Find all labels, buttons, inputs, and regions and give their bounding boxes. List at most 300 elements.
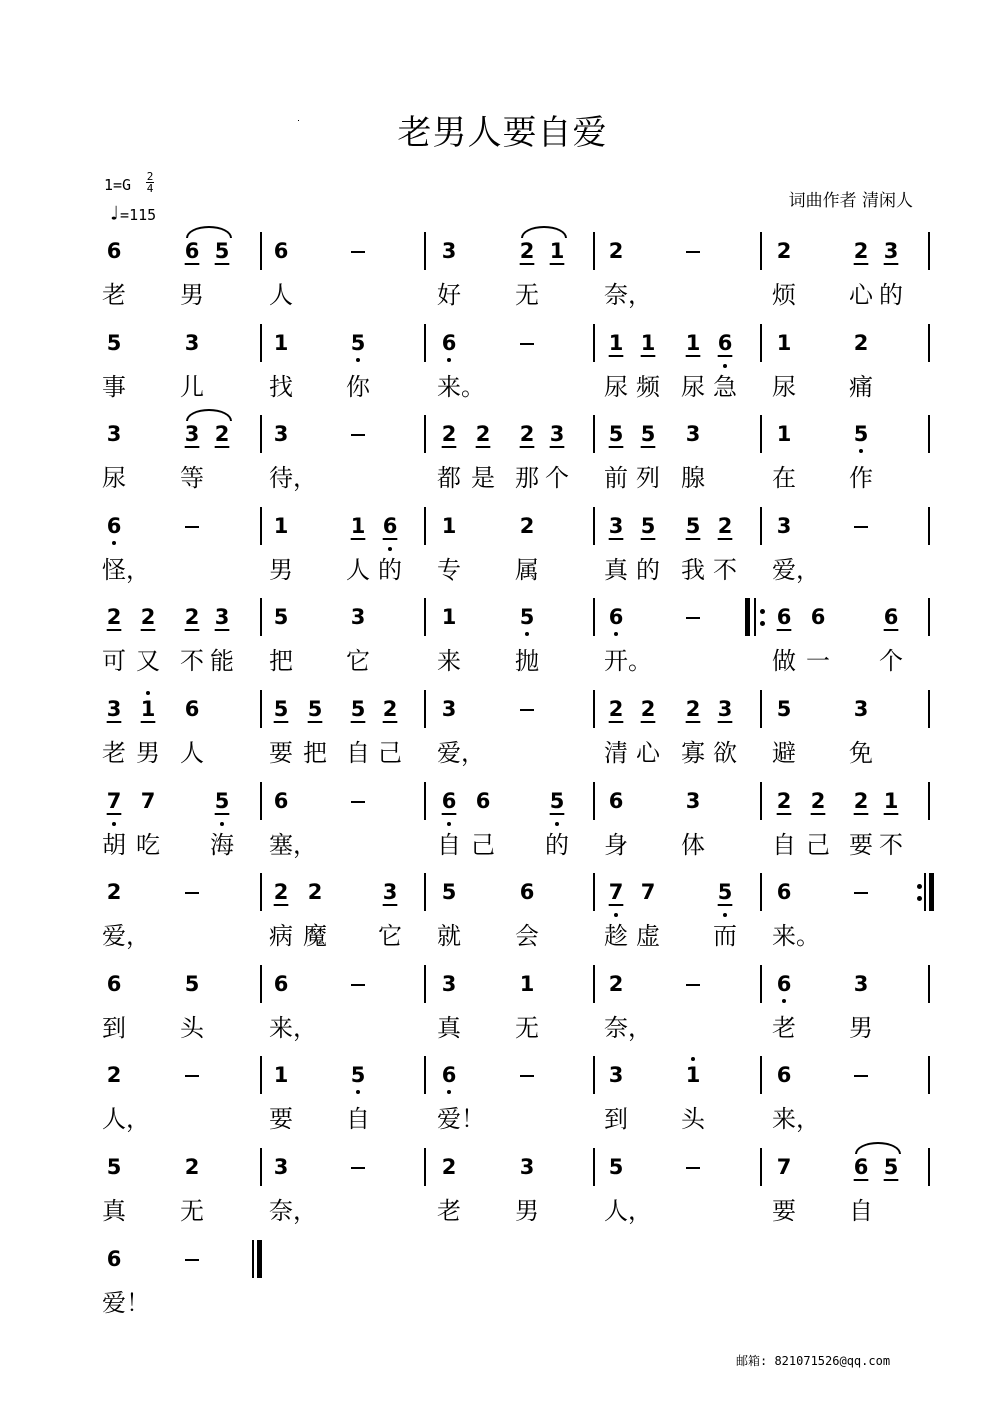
lyric-syllable: 爱！ [102, 1288, 150, 1317]
lyric-syllable: 己 [378, 739, 402, 767]
note-digit: 1 [549, 239, 565, 263]
note [679, 696, 707, 722]
lyric-syllable: 人 [180, 739, 204, 767]
barline [260, 1056, 262, 1094]
note-digit: 2 [106, 1063, 122, 1088]
final-bar-thin [252, 1240, 254, 1278]
note [469, 788, 497, 814]
note [513, 971, 541, 997]
note [711, 879, 739, 905]
lyric-syllable: 爱！ [437, 1105, 485, 1134]
lyric-syllable: 爱， [102, 922, 150, 951]
low-octave-dot [525, 632, 529, 636]
dash-sustain [686, 251, 700, 253]
note-digit: 3 [519, 1155, 535, 1179]
lyric-syllable: 前 [604, 464, 628, 493]
note-digit: 5 [776, 697, 792, 721]
note-digit: 1 [140, 697, 156, 721]
note-digit: 2 [853, 330, 869, 355]
note-digit: 5 [273, 605, 289, 630]
note [679, 788, 707, 814]
lyric-syllable: 是 [471, 464, 495, 493]
dash-sustain [351, 984, 365, 986]
barline [593, 873, 595, 911]
note-digit: 2 [184, 605, 200, 630]
barline [593, 324, 595, 362]
lyric-syllable: 等 [180, 464, 204, 493]
lyric-syllable: 己 [471, 830, 495, 859]
low-octave-dot [112, 822, 116, 826]
low-octave-dot [723, 913, 727, 917]
barline [760, 1148, 762, 1186]
note-digit: 6 [441, 788, 457, 813]
time-signature-top: 2 [146, 170, 154, 183]
lyric-syllable: 来， [269, 1013, 317, 1042]
barline [928, 965, 930, 1003]
lyric-syllable: 都 [437, 464, 461, 493]
note-digit: 5 [441, 880, 457, 905]
note-digit: 3 [883, 239, 899, 263]
stray-dot [298, 120, 299, 121]
barline [593, 232, 595, 270]
note [634, 513, 662, 539]
note [543, 788, 571, 814]
barline [760, 507, 762, 545]
note-digit: 5 [350, 330, 366, 355]
lyric-syllable: 自 [346, 1105, 370, 1134]
note-digit: 3 [685, 788, 701, 813]
note [634, 696, 662, 722]
barline [593, 965, 595, 1003]
dash-sustain [854, 1075, 868, 1077]
note [208, 238, 236, 264]
barline [260, 415, 262, 453]
lyric-syllable: 体 [681, 830, 705, 859]
note-digit: 2 [106, 880, 122, 905]
barline [260, 598, 262, 636]
note [770, 971, 798, 997]
note [435, 604, 463, 630]
note-digit: 2 [441, 422, 457, 447]
note [100, 1246, 128, 1272]
note-digit: 6 [106, 239, 122, 263]
note [267, 879, 295, 905]
note-digit: 2 [184, 1155, 200, 1179]
note [602, 604, 630, 630]
note-digit: 3 [350, 605, 366, 630]
note-digit: 3 [184, 422, 200, 447]
repeat-dot [760, 609, 765, 614]
dash-sustain [520, 709, 534, 711]
note [344, 604, 372, 630]
barline [424, 232, 426, 270]
barline [260, 1148, 262, 1186]
lyric-syllable: 老 [102, 281, 126, 309]
low-octave-dot [447, 1090, 451, 1094]
lyric-syllable: 奈， [604, 1013, 652, 1042]
lyric-syllable: 开。 [604, 647, 652, 676]
note [770, 421, 798, 447]
note [679, 513, 707, 539]
note [847, 421, 875, 447]
dash-sustain [854, 526, 868, 528]
lyric-syllable: 列 [636, 464, 660, 493]
note-digit: 7 [608, 880, 624, 905]
lyric-syllable: 事 [102, 372, 126, 401]
note-digit: 2 [273, 880, 289, 905]
note-digit: 2 [214, 422, 230, 447]
lyric-syllable: 欲 [713, 739, 737, 767]
lyric-syllable: 个 [879, 647, 903, 676]
barline [760, 415, 762, 453]
note-digit: 3 [214, 605, 230, 630]
note [376, 696, 404, 722]
lyric-syllable: 可 [102, 647, 126, 676]
note [847, 696, 875, 722]
note-digit: 2 [776, 239, 792, 263]
note-digit: 6 [608, 605, 624, 630]
barline [424, 507, 426, 545]
lyric-syllable: 要 [772, 1197, 796, 1225]
dash-sustain [854, 892, 868, 894]
note [134, 604, 162, 630]
note [602, 513, 630, 539]
barline [928, 507, 930, 545]
lyric-syllable: 就 [437, 922, 461, 951]
note-digit: 6 [519, 880, 535, 905]
repeat-dot [760, 621, 765, 626]
note-digit: 6 [273, 239, 289, 263]
barline [424, 598, 426, 636]
note-digit: 6 [106, 1246, 122, 1271]
note-digit: 3 [106, 697, 122, 721]
note [208, 604, 236, 630]
note [847, 788, 875, 814]
note-digit: 3 [549, 422, 565, 447]
quarter-note-icon: ♩ [108, 201, 121, 225]
lyric-syllable: 急 [713, 372, 737, 401]
note-digit: 1 [441, 605, 457, 630]
dash-sustain [351, 1167, 365, 1169]
barline [424, 965, 426, 1003]
note-digit: 3 [441, 239, 457, 263]
tempo-marking [108, 201, 156, 225]
lyric-syllable: 把 [303, 739, 327, 767]
note-digit: 5 [307, 697, 323, 721]
lyric-syllable: 老 [772, 1013, 796, 1042]
lyric-syllable: 虚 [636, 922, 660, 951]
lyric-syllable: 身 [604, 830, 628, 859]
lyric-syllable: 的 [545, 830, 569, 859]
lyric-syllable: 而 [713, 922, 737, 951]
barline [928, 1148, 930, 1186]
lyric-syllable: 人 [269, 281, 293, 309]
note-digit: 5 [608, 422, 624, 447]
lyric-syllable: 真 [604, 555, 628, 584]
barline [260, 324, 262, 362]
note-digit: 2 [140, 605, 156, 630]
tie-slur [186, 409, 232, 421]
low-octave-dot [859, 449, 863, 453]
note [267, 330, 295, 356]
repeat-dot [917, 884, 922, 889]
lyric-syllable: 男 [180, 281, 204, 309]
lyric-syllable: 把 [269, 647, 293, 676]
note [178, 1154, 206, 1180]
note [134, 788, 162, 814]
lyric-syllable: 怪， [102, 555, 150, 584]
note-digit: 3 [776, 513, 792, 538]
note-digit: 3 [441, 971, 457, 996]
note-digit: 2 [441, 1155, 457, 1179]
note [770, 604, 798, 630]
note-digit: 6 [106, 971, 122, 996]
lyric-syllable: 不 [713, 555, 737, 584]
note [770, 788, 798, 814]
note [100, 421, 128, 447]
lyric-syllable: 心 [636, 739, 660, 767]
lyric-syllable: 来。 [437, 372, 485, 401]
note-digit: 2 [640, 697, 656, 721]
note [100, 788, 128, 814]
barline [593, 1056, 595, 1094]
lyric-syllable: 真 [437, 1013, 461, 1042]
lyric-syllable: 它 [346, 647, 370, 676]
lyric-syllable: 烦 [772, 281, 796, 309]
note [602, 330, 630, 356]
note [543, 421, 571, 447]
note-digit: 7 [640, 880, 656, 905]
low-octave-dot [220, 822, 224, 826]
note [100, 971, 128, 997]
composer-credit: 词曲作者 清闲人 [788, 191, 913, 211]
note-digit: 3 [184, 330, 200, 355]
barline [760, 965, 762, 1003]
note [679, 1062, 707, 1088]
lyric-syllable: 头 [180, 1013, 204, 1042]
note [178, 971, 206, 997]
note [770, 330, 798, 356]
low-octave-dot [356, 1090, 360, 1094]
note [770, 696, 798, 722]
lyric-syllable: 真 [102, 1197, 126, 1225]
low-octave-dot [723, 364, 727, 368]
low-octave-dot [447, 358, 451, 362]
note [435, 513, 463, 539]
barline [593, 782, 595, 820]
note-digit: 2 [608, 239, 624, 263]
dash-sustain [351, 434, 365, 436]
note [100, 238, 128, 264]
note-digit: 7 [776, 1155, 792, 1179]
lyric-syllable: 又 [136, 647, 160, 676]
lyric-syllable: 腺 [681, 464, 705, 493]
dash-sustain [520, 343, 534, 345]
note [134, 696, 162, 722]
lyric-syllable: 人， [102, 1105, 150, 1134]
note [344, 330, 372, 356]
lyric-syllable: 到 [604, 1105, 628, 1134]
note-digit: 6 [776, 971, 792, 996]
note [877, 1154, 905, 1180]
lyric-syllable: 抛 [515, 647, 539, 676]
note [267, 421, 295, 447]
note [602, 788, 630, 814]
barline [593, 507, 595, 545]
barline [593, 415, 595, 453]
lyric-syllable: 会 [515, 922, 539, 951]
repeat-end-thick [929, 873, 934, 911]
note-digit: 1 [883, 788, 899, 813]
lyric-syllable: 老 [102, 739, 126, 767]
note [267, 696, 295, 722]
note [208, 421, 236, 447]
note-digit: 5 [350, 697, 366, 721]
lyric-syllable: 作 [849, 464, 873, 493]
note-digit: 7 [106, 788, 122, 813]
lyric-syllable: 爱， [772, 555, 820, 584]
repeat-start-thick [745, 598, 750, 636]
tie-slur [186, 226, 232, 238]
note-digit: 5 [214, 788, 230, 813]
note-digit: 5 [106, 330, 122, 355]
note [513, 421, 541, 447]
tie-slur [855, 1142, 901, 1154]
note [513, 604, 541, 630]
note [770, 238, 798, 264]
note-digit: 2 [106, 605, 122, 630]
lyric-syllable: 个 [545, 464, 569, 493]
note [178, 330, 206, 356]
note-digit: 3 [853, 971, 869, 996]
note [267, 1062, 295, 1088]
lyric-syllable: 那 [515, 464, 539, 493]
barline [424, 1056, 426, 1094]
lyric-syllable: 避 [772, 739, 796, 767]
repeat-start-thin [754, 598, 756, 636]
note-digit: 3 [106, 422, 122, 447]
note-digit: 1 [350, 513, 366, 538]
dash-sustain [520, 1075, 534, 1077]
dash-sustain [686, 617, 700, 619]
note-digit: 1 [608, 330, 624, 355]
lyric-syllable: 来， [772, 1105, 820, 1134]
barline [424, 690, 426, 728]
note [847, 971, 875, 997]
note [435, 238, 463, 264]
barline [424, 782, 426, 820]
note-digit: 6 [441, 1063, 457, 1088]
lyric-syllable: 我 [681, 555, 705, 584]
note-digit: 3 [853, 697, 869, 721]
note-digit: 5 [184, 971, 200, 996]
lyric-syllable: 到 [102, 1013, 126, 1042]
repeat-end-thin [924, 873, 926, 911]
note-digit: 1 [519, 971, 535, 996]
barline [260, 507, 262, 545]
lyric-syllable: 免 [849, 739, 873, 767]
note-digit: 3 [608, 513, 624, 538]
note [602, 696, 630, 722]
note [100, 879, 128, 905]
note-digit: 5 [640, 513, 656, 538]
note-digit: 5 [717, 880, 733, 905]
lyric-syllable: 不 [180, 647, 204, 676]
lyric-syllable: 尿 [681, 372, 705, 401]
note-digit: 2 [519, 513, 535, 538]
note [267, 971, 295, 997]
note-digit: 5 [549, 788, 565, 813]
lyric-syllable: 要 [269, 1105, 293, 1134]
note [847, 238, 875, 264]
lyric-syllable: 爱， [437, 739, 485, 767]
note-digit: 5 [608, 1155, 624, 1179]
note-digit: 3 [608, 1063, 624, 1088]
barline [760, 690, 762, 728]
lyric-syllable: 自 [772, 830, 796, 859]
note [804, 604, 832, 630]
barline [593, 598, 595, 636]
note [602, 1154, 630, 1180]
note [208, 788, 236, 814]
dash-sustain [185, 1075, 199, 1077]
lyric-syllable: 己 [806, 830, 830, 859]
note-digit: 2 [519, 422, 535, 447]
barline [260, 782, 262, 820]
note [804, 788, 832, 814]
lyric-syllable: 不 [879, 830, 903, 859]
barline [593, 1148, 595, 1186]
lyric-syllable: 心 [849, 281, 873, 309]
barline [928, 598, 930, 636]
low-octave-dot [555, 822, 559, 826]
lyric-syllable: 做 [772, 647, 796, 676]
lyric-syllable: 来 [437, 647, 461, 676]
barline [760, 1056, 762, 1094]
high-octave-dot [691, 1057, 695, 1061]
barline [260, 965, 262, 1003]
lyric-syllable: 人， [604, 1197, 652, 1225]
lyric-syllable: 头 [681, 1105, 705, 1134]
note [679, 330, 707, 356]
note [679, 421, 707, 447]
note [602, 1062, 630, 1088]
note-digit: 2 [853, 239, 869, 263]
note-digit: 6 [184, 239, 200, 263]
note [634, 879, 662, 905]
note-digit: 5 [685, 513, 701, 538]
note [178, 604, 206, 630]
lyric-syllable: 频 [636, 372, 660, 401]
lyric-syllable: 无 [180, 1197, 204, 1225]
note-digit: 6 [776, 1063, 792, 1088]
footer-email: 邮箱: 821071526@qq.com [736, 1354, 891, 1368]
note-digit: 2 [776, 788, 792, 813]
barline [760, 232, 762, 270]
barline [760, 782, 762, 820]
dash-sustain [686, 984, 700, 986]
note-digit: 2 [685, 697, 701, 721]
note [435, 879, 463, 905]
note [469, 421, 497, 447]
note [435, 696, 463, 722]
note-digit: 5 [519, 605, 535, 630]
lyric-syllable: 自 [437, 830, 461, 859]
note [513, 238, 541, 264]
note [513, 879, 541, 905]
repeat-dot [917, 896, 922, 901]
note [376, 879, 404, 905]
